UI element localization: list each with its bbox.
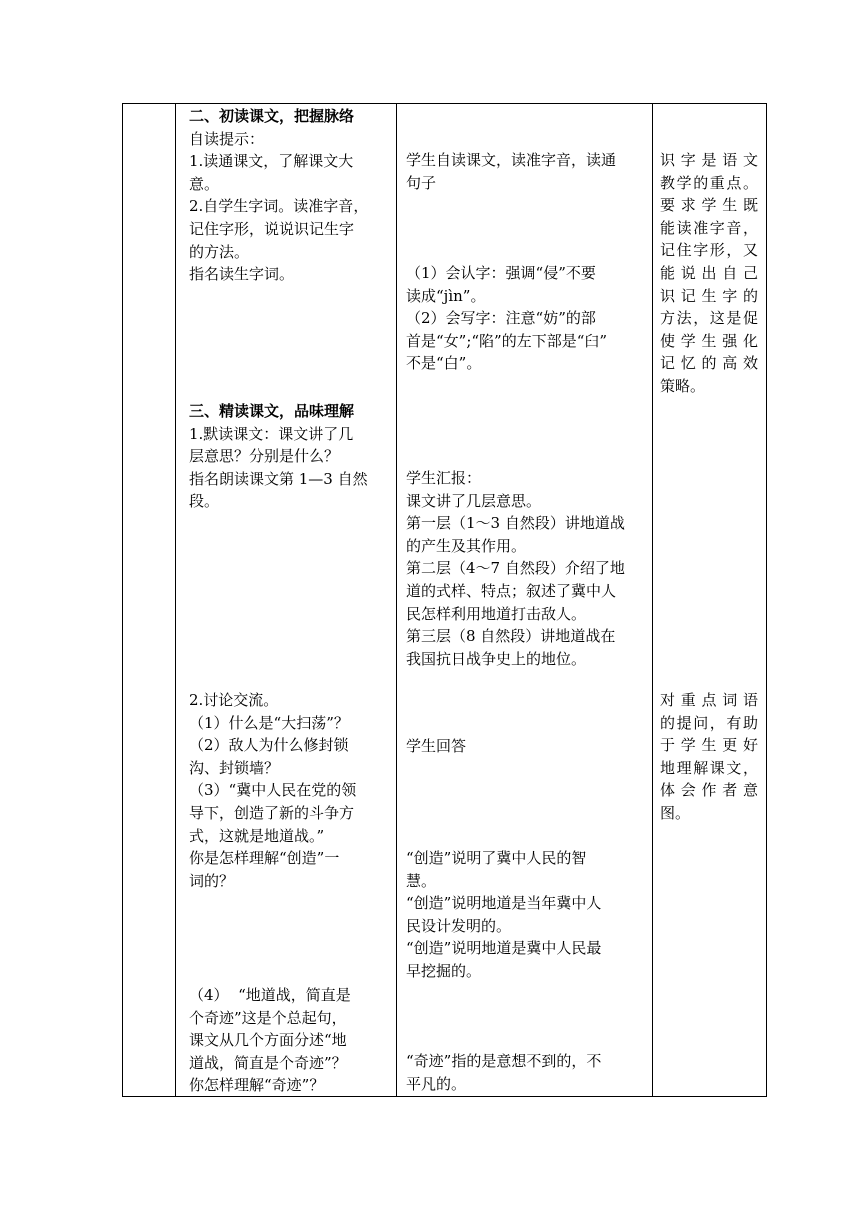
column-divider bbox=[652, 104, 653, 1096]
text-line: （4） “地道战，简直是 bbox=[189, 986, 351, 1004]
text-line: 识记生字的 bbox=[660, 286, 758, 305]
text-line: 你是怎样理解“创造”一 bbox=[189, 849, 340, 868]
text-line: 平凡的。 bbox=[406, 1074, 467, 1093]
text-line: 课文讲了几层意思。 bbox=[406, 491, 542, 510]
text-line: 记忆的高效 bbox=[660, 354, 758, 373]
text-line: 记住字形，说说识记生字 bbox=[189, 219, 355, 238]
text-line: （1）什么是“大扫荡”？ bbox=[189, 713, 349, 732]
student-characters bbox=[406, 262, 646, 375]
text-line: 1.读通课文，了解课文大 bbox=[189, 152, 354, 171]
student-reading bbox=[406, 149, 646, 194]
text-line: 式，这就是地道战。” bbox=[189, 826, 325, 845]
teacher-section-analysis bbox=[189, 400, 397, 513]
text-line: 首是“女”;“陷”的左下部是“臼” bbox=[406, 331, 608, 350]
design-note-literacy bbox=[660, 149, 758, 398]
text-line: 策略。 bbox=[660, 376, 706, 395]
section-heading: 三、精读课文，品味理解 bbox=[189, 402, 355, 420]
text-line: 能说出自己 bbox=[660, 263, 758, 282]
student-miracle-meaning bbox=[406, 1050, 646, 1095]
text-line: （1）会认字：强调“侵”不要 bbox=[406, 264, 596, 282]
text-line: 学生汇报： bbox=[406, 469, 482, 487]
text-line: 个奇迹”这是个总起句， bbox=[189, 1008, 347, 1027]
text-line: 慧。 bbox=[406, 871, 437, 890]
text-line: 导下，创造了新的斗争方 bbox=[189, 803, 355, 822]
text-line: 图。 bbox=[660, 803, 691, 822]
student-create-meaning bbox=[406, 847, 646, 983]
text-line: 2.讨论交流。 bbox=[189, 691, 279, 709]
text-line: 指名朗读课文第 1—3 自然 bbox=[189, 469, 368, 488]
text-line: 能读准字音， bbox=[660, 218, 758, 237]
text-line: 对重点词语 bbox=[660, 691, 758, 709]
text-line: （3）“冀中人民在党的领 bbox=[189, 781, 357, 800]
section-heading: 二、初读课文，把握脉络 bbox=[189, 107, 355, 125]
text-line: 方法，这是促 bbox=[660, 309, 758, 328]
text-line: 1.默读课文：课文讲了几 bbox=[189, 424, 354, 443]
text-line: 第三层（8 自然段）讲地道战在 bbox=[406, 627, 616, 646]
text-line: 课文从几个方面分述“地 bbox=[189, 1031, 347, 1050]
text-line: 自读提示： bbox=[189, 129, 265, 148]
text-line: 2.自学生字词。读准字音， bbox=[189, 197, 369, 216]
student-answer bbox=[406, 735, 646, 758]
text-line: 识字是语文 bbox=[660, 151, 758, 169]
text-line: “奇迹”指的是意想不到的，不 bbox=[406, 1052, 602, 1070]
text-line: 段。 bbox=[189, 492, 220, 511]
teacher-section-miracle bbox=[189, 984, 397, 1097]
column-divider bbox=[175, 104, 176, 1096]
text-line: 道战，简直是个奇迹”？ bbox=[189, 1053, 347, 1072]
text-line: 地理解课文， bbox=[660, 758, 758, 777]
text-line: “创造”说明地道是当年冀中人 bbox=[406, 894, 602, 913]
text-line: 学生自读课文，读准字音，读通 bbox=[406, 151, 617, 169]
text-line: 的产生及其作用。 bbox=[406, 536, 527, 555]
text-line: 民怎样利用地道打击敌人。 bbox=[406, 604, 587, 623]
text-line: 早挖掘的。 bbox=[406, 961, 482, 980]
lesson-plan-table bbox=[122, 103, 767, 1097]
text-line: 的提问，有助 bbox=[660, 713, 758, 732]
text-line: 沟、封锁墙？ bbox=[189, 758, 280, 777]
text-line: 于学生更好 bbox=[660, 736, 758, 755]
text-line: 的方法。 bbox=[189, 242, 250, 261]
text-line: 教学的重点。 bbox=[660, 173, 758, 192]
text-line: 层意思？分别是什么？ bbox=[189, 447, 340, 466]
text-line: （2）会写字：注意“妨”的部 bbox=[406, 309, 596, 328]
text-line: 记住字形，又 bbox=[660, 241, 758, 260]
text-line: 民设计发明的。 bbox=[406, 916, 512, 935]
text-line: 第二层（4～7 自然段）介绍了地 bbox=[406, 559, 625, 578]
text-line: 读成“jìn”。 bbox=[406, 286, 486, 305]
text-line: 道的式样、特点；叙述了冀中人 bbox=[406, 581, 617, 600]
text-line: 我国抗日战争史上的地位。 bbox=[406, 649, 587, 668]
teacher-section-discussion bbox=[189, 689, 397, 892]
text-line: 词的？ bbox=[189, 871, 235, 890]
text-line: 第一层（1～3 自然段）讲地道战 bbox=[406, 514, 625, 533]
text-line: 句子 bbox=[406, 173, 437, 192]
student-report bbox=[406, 467, 646, 670]
text-line: 要求学生既 bbox=[660, 196, 758, 215]
text-line: 你怎样理解“奇迹”？ bbox=[189, 1076, 325, 1095]
text-line: “创造”说明地道是冀中人民最 bbox=[406, 939, 602, 958]
text-line: 体会作者意 bbox=[660, 781, 758, 800]
text-line: 使学生强化 bbox=[660, 331, 758, 350]
teacher-section-reading bbox=[189, 105, 397, 286]
text-line: “创造”说明了冀中人民的智 bbox=[406, 849, 587, 867]
design-note-keywords bbox=[660, 689, 758, 825]
text-line: 意。 bbox=[189, 174, 220, 193]
text-line: 指名读生字词。 bbox=[189, 265, 295, 284]
text-line: （2）敌人为什么修封锁 bbox=[189, 736, 349, 755]
text-line: 学生回答 bbox=[406, 737, 467, 755]
text-line: 不是“白”。 bbox=[406, 354, 482, 373]
